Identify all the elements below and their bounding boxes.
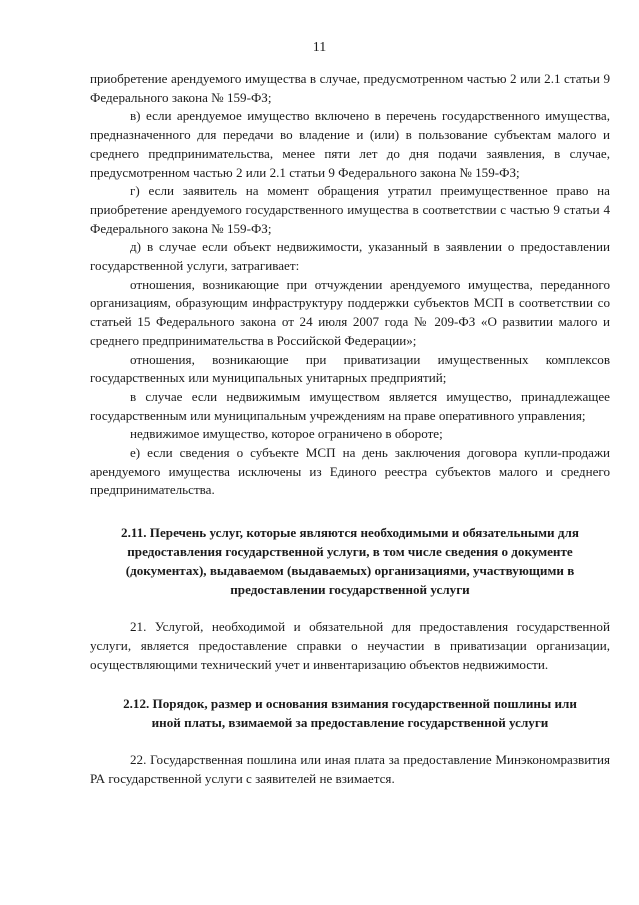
- paragraph-item-d-2: отношения, возникающие при приватизации имущественных комплексов государственных или муниципальных унитарных предприятий;: [90, 351, 610, 386]
- paragraph-item-e: е) если сведения о субъекте МСП на день заключения договора купли-продажи арендуемого имущества исключены из Единого реестра субъектов малого и среднего предпринимательства.: [90, 445, 610, 498]
- section-heading-2-11: 2.11. Перечень услуг, которые являются необходимыми и обязательными для предоставления государственной услуги, в том числе сведения о документе (документах), выдаваемом (выдаваемых) организациями, участвующими в предоставлении государственной услуги: [121, 525, 579, 598]
- page-number: 11: [312, 40, 327, 55]
- section-heading-2-12: 2.12. Порядок, размер и основания взимания государственной пошлины или иной платы, взимаемой за предоставление государственной услуги: [123, 696, 577, 731]
- document-body: [90, 70, 610, 789]
- paragraph-continuation: приобретение арендуемого имущества в случае, предусмотренном частью 2 или 2.1 статьи 9 Федерального закона № 159-ФЗ;: [90, 71, 610, 105]
- paragraph-item-d-1: отношения, возникающие при отчуждении арендуемого имущества, переданного организациям, образующим инфраструктуру поддержки субъектов МСП в соответствии со статьей 15 Федерального закона от 24 июля 2007 года № 209-ФЗ «О развитии малого и среднего предпринимательства в Российской Федерации»;: [90, 276, 610, 348]
- paragraph-item-d: д) в случае если объект недвижимости, указанный в заявлении о предоставлении государственной услуги, затрагивает:: [90, 239, 610, 274]
- paragraph-item-d-3: в случае если недвижимым имуществом является имущество, принадлежащее государственным или муниципальным учреждениям на праве оперативного управления;: [90, 388, 610, 423]
- paragraph-22: 22. Государственная пошлина или иная плата за предоставление Минэкономразвития РА государственной услуги с заявителей не взимается.: [90, 752, 610, 786]
- paragraph-item-v: в) если арендуемое имущество включено в перечень государственного имущества, предназначенного для передачи во владение и (или) в пользование субъектам малого и среднего предпринимательства, менее пяти лет до дня подачи заявления, в случае, предусмотренном частью 2 или 2.1 статьи 9 Федерального закона № 159-ФЗ;: [90, 108, 610, 180]
- paragraph-item-g: г) если заявитель на момент обращения утратил преимущественное право на приобретение арендуемого государственного имущества в соответствии с частью 9 статьи 4 Федерального закона № 159-ФЗ;: [90, 183, 610, 236]
- paragraph-item-d-4: недвижимое имущество, которое ограничено в обороте;: [130, 426, 443, 442]
- paragraph-21: 21. Услугой, необходимой и обязательной для предоставления государственной услуги, является предоставление справки о неучастии в приватизации организации, осуществляющими технический учет и инвентаризацию объектов недвижимости.: [90, 619, 610, 672]
